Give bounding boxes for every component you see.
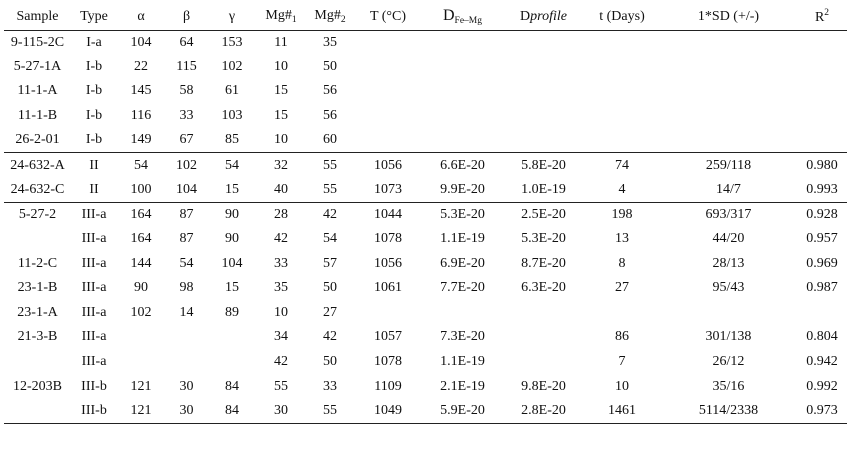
cell-r2: 0.987 bbox=[806, 280, 838, 296]
cell-sample: 5-27-2 bbox=[4, 202, 71, 227]
cell-t: 1049 bbox=[354, 399, 422, 424]
cell-alpha: 149 bbox=[130, 132, 152, 148]
cell-mg1: 10 bbox=[274, 304, 288, 320]
table-row bbox=[4, 104, 847, 129]
cell-mg2: 55 bbox=[323, 181, 337, 197]
cell-gamma: 15 bbox=[225, 181, 239, 197]
col-header-d-fe-mg bbox=[422, 4, 503, 30]
cell-alpha bbox=[117, 350, 165, 375]
cell-beta: 102 bbox=[165, 153, 208, 178]
cell-gamma: 89 bbox=[225, 304, 239, 320]
cell-mg2: 57 bbox=[323, 255, 337, 271]
cell-sample bbox=[4, 399, 71, 424]
cell-mg1: 35 bbox=[274, 280, 288, 296]
d-profile-italic: profile bbox=[530, 8, 567, 24]
cell-d: 7.3E-20 bbox=[440, 329, 485, 345]
cell-sample: 26-2-01 bbox=[15, 132, 60, 148]
cell-sd bbox=[660, 301, 797, 326]
cell-gamma bbox=[208, 350, 256, 375]
cell-r2: 0.942 bbox=[806, 354, 838, 370]
cell-gamma: 103 bbox=[221, 108, 243, 124]
cell-dp: 2.8E-20 bbox=[503, 399, 584, 424]
cell-gamma: 90 bbox=[208, 202, 256, 227]
cell-sample: 12-203B bbox=[13, 378, 62, 394]
cell-mg1: 10 bbox=[274, 58, 288, 74]
cell-dp: 2.5E-20 bbox=[503, 202, 584, 227]
cell-days: 8 bbox=[618, 255, 626, 271]
cell-alpha: 121 bbox=[117, 399, 165, 424]
cell-mg2: 50 bbox=[323, 354, 337, 370]
cell-gamma: 102 bbox=[221, 58, 243, 74]
cell-mg1: 40 bbox=[274, 181, 288, 197]
cell-type: III-a bbox=[81, 280, 107, 296]
cell-days bbox=[584, 301, 660, 326]
table-row bbox=[4, 153, 847, 178]
cell-sample: 21-3-B bbox=[17, 329, 58, 345]
cell-beta: 30 bbox=[179, 378, 194, 394]
cell-mg2: 54 bbox=[323, 231, 337, 247]
cell-sd: 28/13 bbox=[712, 255, 745, 271]
cell-sd bbox=[660, 104, 797, 129]
cell-r2 bbox=[797, 104, 847, 129]
cell-mg2: 35 bbox=[323, 34, 337, 50]
cell-type: III-a bbox=[81, 304, 107, 320]
cell-t: 1109 bbox=[374, 378, 402, 394]
cell-sd: 5114/2338 bbox=[660, 399, 797, 424]
col-header-gamma: γ bbox=[208, 4, 256, 30]
cell-sample: 11-1-A bbox=[17, 83, 58, 99]
cell-sample: 23-1-A bbox=[17, 304, 58, 320]
cell-beta: 87 bbox=[165, 202, 208, 227]
cell-sample: 24-632-C bbox=[10, 181, 65, 197]
cell-dp bbox=[503, 55, 584, 80]
cell-r2: 0.969 bbox=[806, 255, 838, 271]
cell-alpha: 116 bbox=[130, 108, 152, 124]
cell-beta: 58 bbox=[179, 83, 194, 99]
cell-mg2: 50 bbox=[323, 58, 337, 74]
cell-dp bbox=[503, 301, 584, 326]
cell-t bbox=[354, 79, 422, 104]
cell-dp: 9.8E-20 bbox=[521, 378, 566, 394]
cell-dp bbox=[503, 79, 584, 104]
cell-r2: 0.928 bbox=[797, 202, 847, 227]
cell-mg1: 42 bbox=[274, 354, 288, 370]
cell-sd bbox=[660, 128, 797, 153]
r2-label: R bbox=[814, 9, 825, 25]
cell-type: II bbox=[71, 153, 117, 178]
cell-beta bbox=[165, 325, 208, 350]
cell-d bbox=[422, 30, 503, 55]
col-header-sd: 1*SD (+/-) bbox=[660, 4, 797, 30]
cell-mg2: 55 bbox=[306, 399, 354, 424]
cell-days: 7 bbox=[618, 354, 626, 370]
cell-d: 7.7E-20 bbox=[440, 280, 485, 296]
table-row bbox=[4, 276, 847, 301]
d-fe-mg-label: D bbox=[442, 7, 455, 25]
cell-beta bbox=[165, 350, 208, 375]
cell-sample: 11-2-C bbox=[17, 255, 58, 271]
col-header-temperature: T (°C) bbox=[354, 4, 422, 30]
cell-type: I-b bbox=[85, 58, 103, 74]
cell-d: 5.3E-20 bbox=[422, 202, 503, 227]
cell-t bbox=[354, 301, 422, 326]
cell-gamma: 54 bbox=[208, 153, 256, 178]
cell-type: II bbox=[89, 181, 99, 197]
cell-d: 5.9E-20 bbox=[422, 399, 503, 424]
cell-gamma: 84 bbox=[208, 399, 256, 424]
cell-days bbox=[584, 30, 660, 55]
cell-type: III-a bbox=[81, 329, 107, 345]
cell-days: 10 bbox=[615, 378, 629, 394]
cell-alpha: 104 bbox=[130, 34, 152, 50]
d-profile-label: D bbox=[520, 8, 531, 24]
cell-dp bbox=[503, 350, 584, 375]
cell-t: 1073 bbox=[374, 181, 402, 197]
cell-dp: 6.3E-20 bbox=[521, 280, 566, 296]
cell-d: 6.9E-20 bbox=[440, 255, 485, 271]
cell-beta: 67 bbox=[179, 132, 194, 148]
cell-days: 86 bbox=[615, 329, 629, 345]
table-row bbox=[4, 399, 847, 424]
cell-type: I-b bbox=[85, 108, 103, 124]
cell-mg2: 50 bbox=[323, 280, 337, 296]
col-header-beta: β bbox=[165, 4, 208, 30]
cell-sd: 693/317 bbox=[660, 202, 797, 227]
table-row bbox=[4, 350, 847, 375]
table-row bbox=[4, 325, 847, 350]
cell-days: 4 bbox=[618, 181, 626, 197]
cell-t bbox=[354, 30, 422, 55]
mg2-label: Mg# bbox=[314, 8, 341, 24]
table-row bbox=[4, 202, 847, 227]
cell-gamma: 153 bbox=[221, 34, 243, 50]
mg2-subscript: 2 bbox=[340, 15, 346, 26]
cell-d bbox=[422, 104, 503, 129]
table-row bbox=[4, 79, 847, 104]
cell-dp: 5.8E-20 bbox=[503, 153, 584, 178]
cell-r2: 0.804 bbox=[806, 329, 838, 345]
cell-r2: 0.993 bbox=[806, 181, 838, 197]
cell-alpha: 145 bbox=[130, 83, 152, 99]
cell-alpha: 54 bbox=[117, 153, 165, 178]
cell-r2: 0.980 bbox=[797, 153, 847, 178]
cell-r2: 0.957 bbox=[806, 231, 838, 247]
cell-mg1: 15 bbox=[274, 108, 288, 124]
cell-t: 1056 bbox=[374, 255, 402, 271]
cell-t: 1061 bbox=[374, 280, 402, 296]
cell-dp bbox=[503, 128, 584, 153]
cell-mg2: 27 bbox=[323, 304, 337, 320]
cell-t bbox=[354, 55, 422, 80]
cell-beta: 115 bbox=[176, 58, 197, 74]
table-row bbox=[4, 128, 847, 153]
cell-d bbox=[422, 55, 503, 80]
col-header-alpha: α bbox=[117, 4, 165, 30]
cell-beta: 54 bbox=[179, 255, 194, 271]
cell-r2: 0.973 bbox=[797, 399, 847, 424]
col-header-mg2 bbox=[306, 4, 354, 30]
cell-mg2: 56 bbox=[323, 108, 337, 124]
table-row bbox=[4, 301, 847, 326]
cell-sd: 301/138 bbox=[705, 329, 752, 345]
cell-type: I-b bbox=[85, 132, 103, 148]
cell-r2 bbox=[797, 55, 847, 80]
cell-beta: 64 bbox=[179, 34, 194, 50]
cell-mg1: 11 bbox=[274, 34, 288, 50]
cell-d: 1.1E-19 bbox=[440, 231, 485, 247]
cell-days bbox=[584, 104, 660, 129]
cell-days bbox=[584, 79, 660, 104]
cell-gamma: 104 bbox=[221, 255, 243, 271]
cell-alpha: 100 bbox=[130, 181, 152, 197]
cell-type: I-a bbox=[86, 34, 102, 50]
col-header-d-profile bbox=[503, 4, 584, 30]
cell-sample bbox=[4, 227, 71, 252]
cell-days bbox=[584, 55, 660, 80]
d-fe-mg-subscript: Fe–Mg bbox=[454, 16, 482, 27]
cell-sample: 11-1-B bbox=[17, 108, 58, 124]
mg1-label: Mg# bbox=[265, 8, 292, 24]
table-body bbox=[4, 30, 847, 424]
cell-type: III-a bbox=[81, 255, 107, 271]
table-row bbox=[4, 178, 847, 203]
mg1-subscript: 1 bbox=[291, 15, 297, 26]
cell-d: 9.9E-20 bbox=[440, 181, 485, 197]
cell-mg1: 30 bbox=[256, 399, 306, 424]
cell-days: 13 bbox=[615, 231, 629, 247]
cell-d bbox=[422, 79, 503, 104]
col-header-mg1 bbox=[256, 4, 306, 30]
r2-superscript: 2 bbox=[824, 7, 830, 18]
table-row bbox=[4, 374, 847, 399]
cell-mg2: 56 bbox=[323, 83, 337, 99]
cell-sd: 95/43 bbox=[712, 280, 745, 296]
cell-beta: 33 bbox=[179, 108, 194, 124]
cell-dp: 1.0E-19 bbox=[521, 181, 566, 197]
cell-t bbox=[354, 128, 422, 153]
cell-sample: 24-632-A bbox=[4, 153, 71, 178]
cell-beta: 14 bbox=[179, 304, 194, 320]
cell-d: 2.1E-19 bbox=[440, 378, 485, 394]
cell-r2 bbox=[797, 30, 847, 55]
col-header-r2 bbox=[797, 4, 847, 30]
col-header-sample: Sample bbox=[4, 4, 71, 30]
cell-dp: 5.3E-20 bbox=[521, 231, 566, 247]
cell-mg2: 42 bbox=[306, 202, 354, 227]
cell-t: 1057 bbox=[374, 329, 402, 345]
cell-r2 bbox=[797, 128, 847, 153]
cell-mg2: 55 bbox=[306, 153, 354, 178]
cell-sd bbox=[660, 30, 797, 55]
cell-beta: 87 bbox=[179, 231, 194, 247]
cell-mg1: 32 bbox=[256, 153, 306, 178]
table-row bbox=[4, 30, 847, 55]
cell-alpha: 121 bbox=[130, 378, 152, 394]
cell-sd: 35/16 bbox=[712, 378, 745, 394]
cell-gamma bbox=[208, 325, 256, 350]
cell-type: III-b bbox=[71, 399, 117, 424]
table-row bbox=[4, 227, 847, 252]
cell-mg1: 33 bbox=[274, 255, 288, 271]
cell-d bbox=[422, 301, 503, 326]
cell-r2 bbox=[797, 301, 847, 326]
cell-days: 1461 bbox=[584, 399, 660, 424]
cell-sd bbox=[660, 55, 797, 80]
cell-days bbox=[584, 128, 660, 153]
cell-mg2: 33 bbox=[323, 378, 337, 394]
col-header-type: Type bbox=[71, 4, 117, 30]
cell-sd: 259/118 bbox=[660, 153, 797, 178]
cell-mg1: 34 bbox=[274, 329, 288, 345]
cell-d: 1.1E-19 bbox=[440, 354, 485, 370]
table-row bbox=[4, 55, 847, 80]
cell-type: III-a bbox=[81, 354, 107, 370]
cell-alpha: 90 bbox=[134, 280, 148, 296]
header-row bbox=[4, 4, 847, 30]
table-row bbox=[4, 251, 847, 276]
cell-dp bbox=[503, 104, 584, 129]
cell-gamma: 84 bbox=[225, 378, 239, 394]
cell-type: III-b bbox=[81, 378, 107, 394]
cell-dp bbox=[503, 30, 584, 55]
cell-mg1: 42 bbox=[274, 231, 288, 247]
cell-dp bbox=[503, 325, 584, 350]
cell-dp: 8.7E-20 bbox=[521, 255, 566, 271]
cell-t bbox=[354, 104, 422, 129]
cell-alpha: 164 bbox=[117, 202, 165, 227]
cell-sample: 5-27-1A bbox=[13, 58, 62, 74]
cell-d: 6.6E-20 bbox=[422, 153, 503, 178]
cell-sd: 26/12 bbox=[712, 354, 745, 370]
cell-t: 1078 bbox=[374, 231, 402, 247]
cell-days: 198 bbox=[584, 202, 660, 227]
cell-t: 1056 bbox=[354, 153, 422, 178]
cell-mg1: 10 bbox=[274, 132, 288, 148]
cell-sample bbox=[4, 350, 71, 375]
cell-mg2: 60 bbox=[323, 132, 337, 148]
cell-gamma: 61 bbox=[225, 83, 239, 99]
cell-alpha: 164 bbox=[130, 231, 152, 247]
data-table bbox=[4, 4, 847, 424]
cell-r2 bbox=[797, 79, 847, 104]
cell-sample: 23-1-B bbox=[17, 280, 58, 296]
cell-alpha bbox=[117, 325, 165, 350]
cell-days: 74 bbox=[584, 153, 660, 178]
cell-mg1: 15 bbox=[274, 83, 288, 99]
cell-mg2: 42 bbox=[323, 329, 337, 345]
cell-r2: 0.992 bbox=[806, 378, 838, 394]
cell-sd: 44/20 bbox=[712, 231, 745, 247]
cell-beta: 98 bbox=[179, 280, 194, 296]
cell-alpha: 22 bbox=[134, 58, 148, 74]
cell-mg1: 55 bbox=[274, 378, 288, 394]
cell-beta: 30 bbox=[165, 399, 208, 424]
cell-beta: 104 bbox=[176, 181, 197, 197]
cell-type: III-a bbox=[81, 231, 107, 247]
cell-t: 1078 bbox=[374, 354, 402, 370]
cell-d bbox=[422, 128, 503, 153]
cell-gamma: 90 bbox=[225, 231, 239, 247]
cell-mg1: 28 bbox=[256, 202, 306, 227]
cell-type: I-b bbox=[85, 83, 103, 99]
col-header-time-days: t (Days) bbox=[584, 4, 660, 30]
cell-gamma: 15 bbox=[225, 280, 239, 296]
cell-gamma: 85 bbox=[225, 132, 239, 148]
cell-alpha: 144 bbox=[130, 255, 152, 271]
cell-days: 27 bbox=[615, 280, 629, 296]
cell-sd bbox=[660, 79, 797, 104]
cell-sd: 14/7 bbox=[716, 181, 741, 197]
cell-type: III-a bbox=[71, 202, 117, 227]
cell-sample: 9-115-2C bbox=[10, 34, 65, 50]
cell-t: 1044 bbox=[354, 202, 422, 227]
cell-alpha: 102 bbox=[130, 304, 152, 320]
